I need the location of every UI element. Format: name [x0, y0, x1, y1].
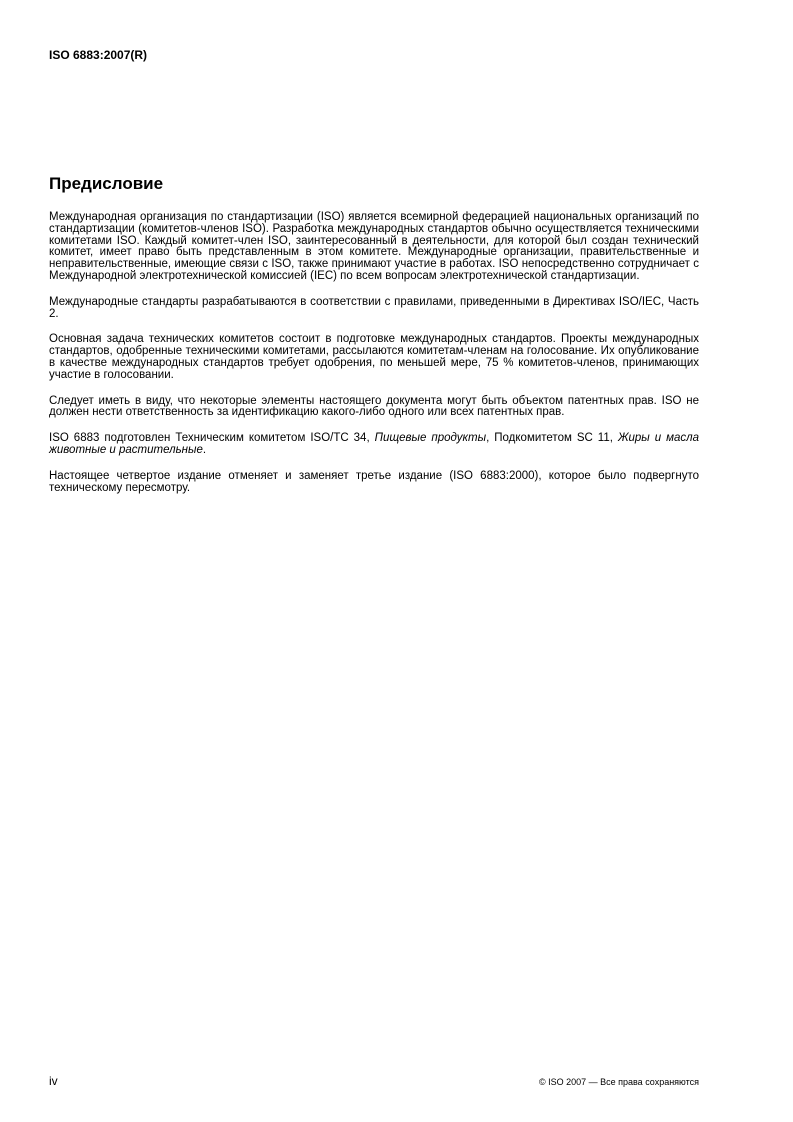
- prepared-by-end: .: [202, 443, 207, 456]
- page-title: Предисловие: [49, 174, 164, 193]
- subcommittee-prefix: , Подкомитетом SC 11,: [486, 432, 618, 445]
- committee-name: Пищевые продукты: [374, 432, 487, 445]
- copyright-notice: © ISO 2007 — Все права сохраняются: [538, 1077, 699, 1087]
- paragraph-iso-organization: Международная организация по стандартизации (ISO) является всемирной федерацией национальных организаций по стандартизации (комитетов-членов ISO). Разработка международных стандартов обычно осуществляется техническими комитетами ISO. Каждый комитет-член ISO, заинтересованный в деятельности, для которой был создан технический комитет, имеет право быть представленным в этом комитете. Международные организации, правительственные и неправительственные, имеющие связи с ISO, также принимают участие в работах. ISO непосредственно сотрудничает с Международной электротехнической комиссией (IEC) по всем вопросам электротехнической стандартизации.: [49, 211, 699, 282]
- foreword-body: [49, 212, 699, 508]
- prepared-by-text: ISO 6883 подготовлен Техническим комитетом ISO/TC 34,: [49, 432, 375, 445]
- document-id: ISO 6883:2007(R): [49, 48, 148, 62]
- paragraph-prepared-by: [49, 433, 699, 457]
- paragraph-directives: Международные стандарты разрабатываются в соответствии с правилами, приведенными в Директивах ISO/IEC, Часть 2.: [49, 295, 699, 320]
- paragraph-technical-committees: Основная задача технических комитетов состоит в подготовке международных стандартов. Проекты международных стандартов, одобренные техническими комитетами, рассылаются комитетам-членам на голосование. Их опубликование в качестве международных стандартов требует одобрения, по меньшей мере, 75 % комитетов-членов, принимающих участие в голосовании.: [49, 333, 699, 381]
- subcommittee-name: Жиры и масла животные и растительные: [49, 432, 700, 456]
- paragraph-patent-rights: Следует иметь в виду, что некоторые элементы настоящего документа могут быть объектом патентных прав. ISO не должен нести ответственность за идентификацию какого-либо одного или всех патентных прав.: [49, 394, 699, 419]
- paragraph-edition: Настоящее четвертое издание отменяет и заменяет третье издание (ISO 6883:2000), которое было подвергнуто техническому пересмотру.: [49, 469, 699, 494]
- page-number: iv: [49, 1074, 58, 1088]
